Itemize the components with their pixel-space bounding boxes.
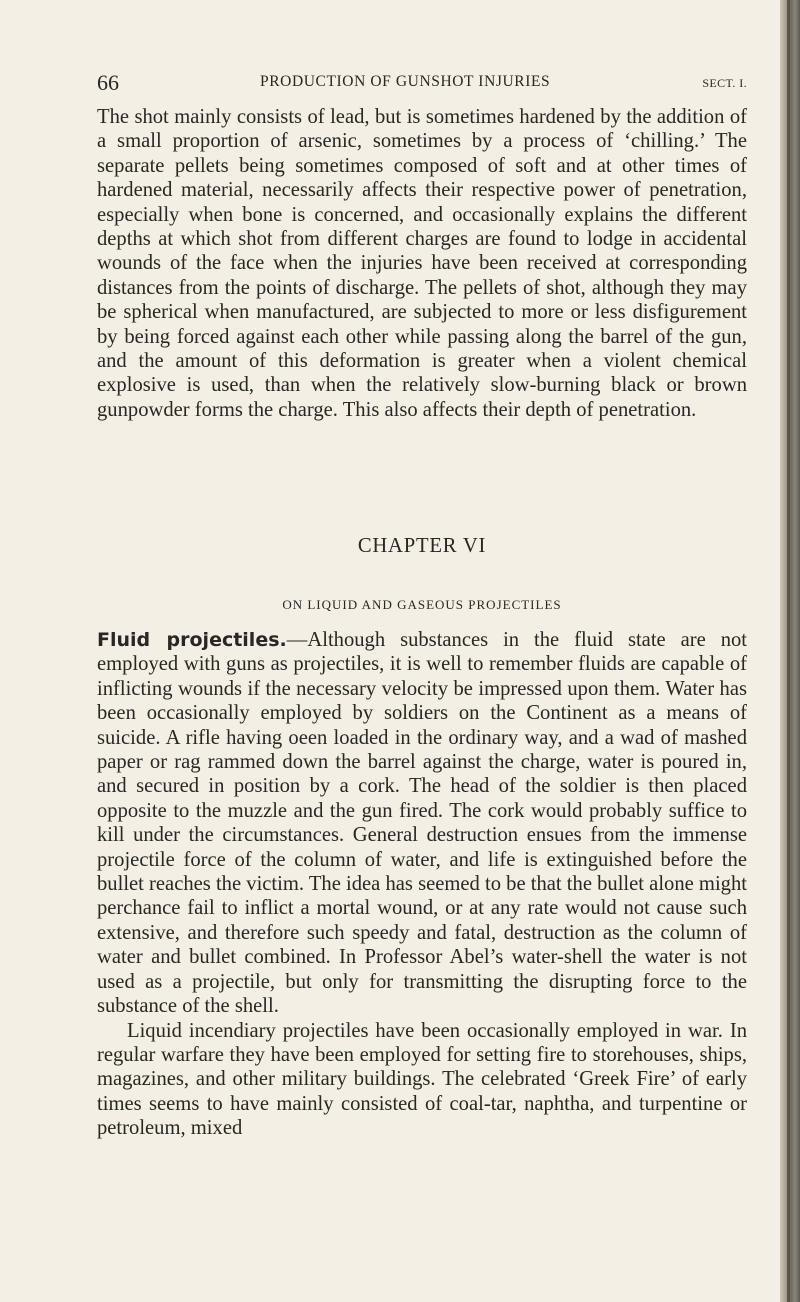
chapter-subtitle: ON LIQUID AND GASEOUS PROJECTILES bbox=[282, 597, 562, 612]
fluid-projectiles-paragraph bbox=[97, 628, 747, 1019]
incendiary-paragraph: Liquid incendiary projectiles have been occasionally employed in war. In regular warfare they have been employed for setting fire to storehouses, ships, magazines, and other military buildings. The celebrated ‘Greek Fire’ of early times seems to have mainly consisted of coal-tar, naphtha, and turpentine or petroleum, mixed bbox=[97, 1019, 747, 1140]
binding-shadow bbox=[787, 0, 790, 1302]
opening-text bbox=[97, 105, 747, 422]
opening-paragraph: The shot mainly consists of lead, but is sometimes hardened by the addition of a small proportion of arsenic, sometimes by a process of ‘chilling.’ The separate pellets being sometimes composed of soft and at other times of hardened material, necessarily affects their respective power of penetration, especially when bone is concerned, and occasionally explains the different depths at which shot from different charges are found to lodge in accidental wounds of the face when the injuries have been received at corresponding distances from the points of discharge. The pellets of shot, although they may be spherical when manufactured, are subjected to more or less disfigurement by being forced against each other while passing along the barrel of the gun, and the amount of this deformation is greater when a violent chemical explosive is used, than when the relatively slow-burning black or brown gunpowder forms the charge. This also affects their depth of penetration. bbox=[97, 106, 747, 421]
page-number: 66 bbox=[97, 70, 119, 95]
section-marker: SECT. I. bbox=[702, 76, 747, 90]
section-heading: Fluid projectiles. bbox=[97, 629, 287, 651]
chapter-title: CHAPTER VI bbox=[357, 535, 487, 557]
running-head bbox=[97, 70, 747, 96]
chapter-body bbox=[97, 628, 747, 1141]
running-title: PRODUCTION OF GUNSHOT INJURIES bbox=[260, 73, 551, 90]
paragraph-text: —Although substances in the fluid state are not employed with guns as projectiles, it is well to remember fluids are capable of inflicting wounds if the necessary velocity be impressed upon them. Water has been occasionally employed by soldiers on the Continent as a means of suicide. A rifle having oeen loaded in the ordinary way, and a wad of mashed paper or rag rammed down the barrel against the charge, water is poured in, and secured in position by a cork. The head of the soldier is then placed opposite to the muzzle and the gun fired. The cork would probably suffice to kill under the circumstances. General destruction ensues from the immense projectile force of the column of water, and life is extinguished before the bullet reaches the victim. The idea has seemed to be that the bullet alone might perchance fail to inflict a mortal wound, or at any rate would not cause such extensive, and therefore such speedy and fatal, destruction as the column of water and bullet combined. In Professor Abel’s water-shell the water is not used as a projectile, but only for transmitting the disrupting force to the substance of the shell. bbox=[97, 629, 748, 1018]
binding-gutter bbox=[780, 0, 800, 1302]
